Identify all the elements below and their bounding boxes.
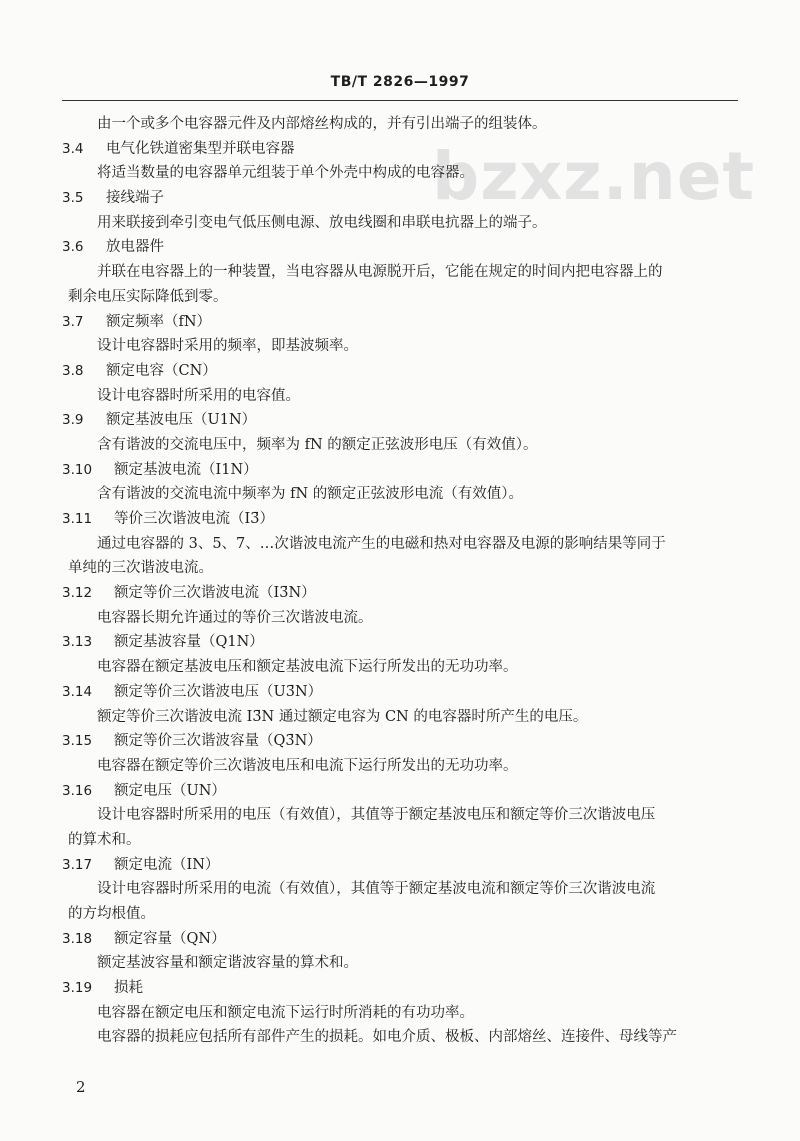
paragraph-line: 额定基波容量和额定谐波容量的算术和。 <box>97 955 358 972</box>
page-header: TB/T 2826—1997 <box>330 74 470 90</box>
section-heading <box>0 235 800 260</box>
paragraph-line: 设计电容器时采用的频率，即基波频率。 <box>97 338 358 355</box>
section-title: 额定等价三次谐波电压（U3̄N） <box>114 683 323 700</box>
paragraph-line: 通过电容器的 3、5、7、…次谐波电流产生的电磁和热对电容器及电源的影响结果等同于 <box>97 535 666 552</box>
paragraph-line: 用来联接到牵引变电气低压侧电源、放电线圈和串联电抗器上的端子。 <box>97 214 547 231</box>
document-body <box>0 112 800 1050</box>
paragraph-line: 设计电容器时所采用的电流（有效值），其值等于额定基波电流和额定等价三次谐波电流 <box>97 881 656 898</box>
section-title: 额定电流（IN） <box>114 856 220 873</box>
watermark: bzxz.net <box>432 138 756 215</box>
section-title: 损耗 <box>114 980 143 997</box>
section-number: 3.18 <box>62 930 93 947</box>
paragraph-continuation: 剩余电压实际降低到零。 <box>68 288 228 305</box>
section-title: 额定容量（QN） <box>114 930 226 947</box>
section-heading <box>0 507 800 532</box>
section-title: 额定电压（UN） <box>114 782 226 799</box>
section-number: 3.14 <box>62 683 93 700</box>
header-rule <box>62 100 738 101</box>
section-title: 额定基波容量（Q1N） <box>114 634 264 651</box>
section-number: 3.11 <box>62 511 93 527</box>
section-title: 额定基波电流（I1N） <box>114 461 258 478</box>
section-title: 等价三次谐波电流（I3̄） <box>114 511 274 527</box>
paragraph-line: 额定等价三次谐波电流 I3̄N 通过额定电容为 CN 的电容器时所产生的电压。 <box>97 708 588 725</box>
section-number: 3.7 <box>62 313 84 330</box>
section-number: 3.5 <box>62 190 84 207</box>
section-number: 3.15 <box>62 733 93 750</box>
section-title: 额定电容（CN） <box>106 362 217 379</box>
section-title: 额定基波电压（U1N） <box>106 412 257 429</box>
section-heading <box>0 581 800 606</box>
section-heading <box>0 359 800 384</box>
section-number: 3.6 <box>62 239 84 256</box>
paragraph-line: 设计电容器时所采用的电压（有效值），其值等于额定基波电压和额定等价三次谐波电压 <box>97 807 656 824</box>
paragraph-continuation: 单纯的三次谐波电流。 <box>68 560 213 577</box>
section-number: 3.10 <box>62 461 93 478</box>
paragraph-line: 由一个或多个电容器元件及内部熔丝构成的，并有引出端子的组装体。 <box>97 116 547 132</box>
section-heading <box>0 137 800 162</box>
section-heading <box>0 458 800 483</box>
section-heading <box>0 976 800 1001</box>
paragraph-line: 电容器在额定等价三次谐波电压和电流下运行所发出的无功功率。 <box>97 757 518 774</box>
section-heading <box>0 927 800 952</box>
section-number: 3.8 <box>62 362 84 379</box>
section-number: 3.9 <box>62 412 84 429</box>
paragraph-line: 将适当数量的电容器单元组装于单个外壳中构成的电容器。 <box>97 165 474 182</box>
section-heading <box>0 853 800 878</box>
paragraph-line: 含有谐波的交流电流中频率为 fN 的额定正弦波形电流（有效值）。 <box>97 486 524 503</box>
section-number: 3.17 <box>62 856 93 873</box>
paragraph-line: 设计电容器时所采用的电容值。 <box>97 387 300 404</box>
section-title: 额定频率（fN） <box>106 313 212 330</box>
section-number: 3.13 <box>62 634 93 651</box>
paragraph-line: 并联在电容器上的一种装置，当电容器从电源脱开后，它能在规定的时间内把电容器上的 <box>97 264 663 281</box>
section-number: 3.12 <box>62 585 93 602</box>
paragraph-continuation: 的算术和。 <box>68 831 141 848</box>
paragraph-continuation: 的方均根值。 <box>68 906 155 922</box>
section-heading <box>0 680 800 705</box>
section-heading <box>0 310 800 335</box>
section-title: 放电器件 <box>106 239 164 256</box>
section-number: 3.16 <box>62 782 93 799</box>
section-title: 额定等价三次谐波电流（I3̄N） <box>114 585 316 602</box>
section-heading <box>0 186 800 211</box>
section-number: 3.19 <box>62 980 93 997</box>
section-heading <box>0 729 800 754</box>
paragraph-line: 电容器在额定电压和额定电流下运行时所消耗的有功功率。 <box>97 1004 474 1021</box>
paragraph-line: 电容器的损耗应包括所有部件产生的损耗。如电介质、极板、内部熔丝、连接件、母线等产 <box>97 1029 677 1046</box>
section-heading <box>0 779 800 804</box>
paragraph-line: 电容器在额定基波电压和额定基波电流下运行所发出的无功功率。 <box>97 659 518 676</box>
section-title: 额定等价三次谐波容量（Q3̄N） <box>114 733 322 750</box>
paragraph-line: 含有谐波的交流电压中，频率为 fN 的额定正弦波形电压（有效值）。 <box>97 436 538 453</box>
paragraph-line: 电容器长期允许通过的等价三次谐波电流。 <box>97 609 373 626</box>
section-title: 接线端子 <box>106 190 164 207</box>
section-title: 电气化铁道密集型并联电容器 <box>106 140 295 157</box>
section-number: 3.4 <box>62 140 84 157</box>
page-number: 2 <box>76 1078 86 1096</box>
section-heading <box>0 630 800 655</box>
section-heading <box>0 408 800 433</box>
